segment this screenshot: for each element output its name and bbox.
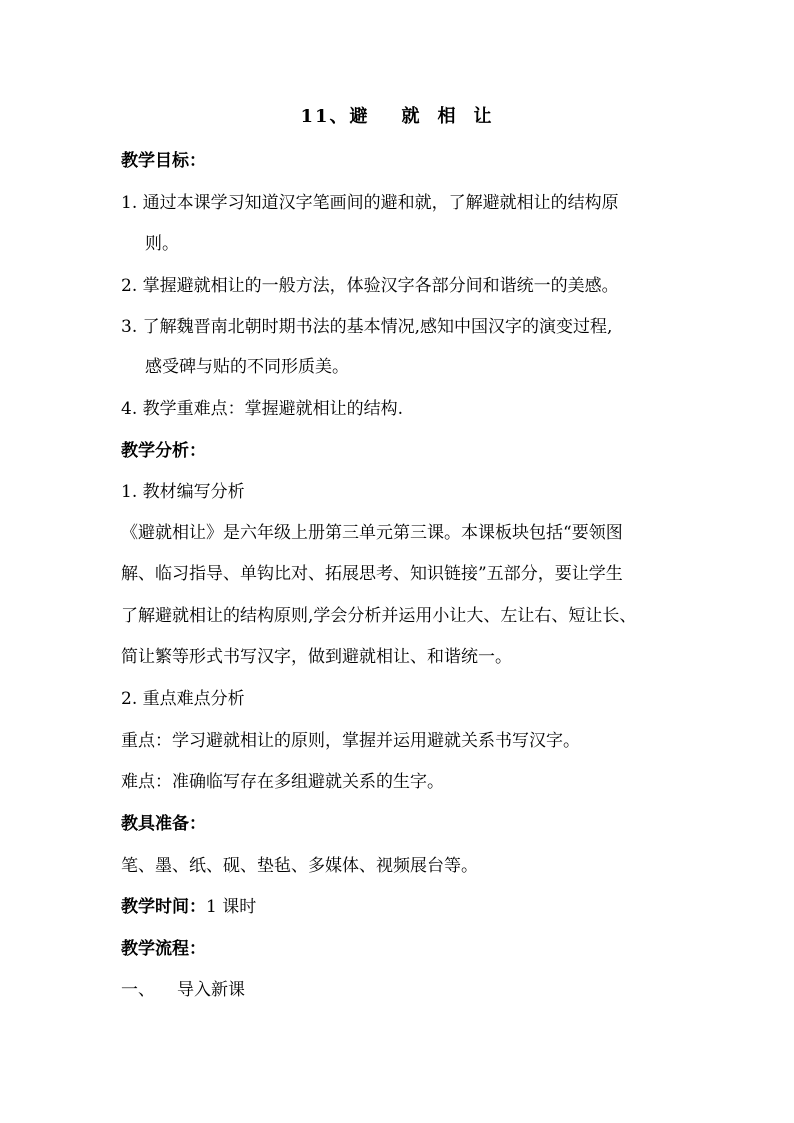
- objective-2: 2. 掌握避就相让的一般方法，体验汉字各部分间和谐统一的美感。: [121, 276, 619, 296]
- tools-heading: 教具准备：: [121, 814, 206, 834]
- process-heading: 教学流程：: [121, 939, 206, 959]
- teaching-time-value: 1 课时: [206, 897, 257, 917]
- analysis-paragraph-line-2: 解、临习指导、单钩比对、拓展思考、知识链接”五部分，要让学生: [121, 564, 623, 584]
- analysis-paragraph-line-4: 简让繁等形式书写汉字，做到避就相让、和谐统一。: [121, 647, 512, 667]
- analysis-paragraph-line-1: 《避就相让》是六年级上册第三单元第三课。本课板块包括“要领图: [121, 523, 623, 543]
- analysis-subheading-2: 2. 重点难点分析: [121, 689, 245, 709]
- title-prefix: 11、避: [300, 106, 370, 127]
- difficulty: 难点：准确临写存在多组避就关系的生字。: [121, 772, 444, 792]
- objective-1-cont: 则。: [145, 234, 179, 254]
- analysis-subheading-1: 1. 教材编写分析: [121, 482, 245, 502]
- process-step-1-text: 导入新课: [177, 980, 245, 1000]
- objectives-heading: 教学目标：: [121, 151, 206, 171]
- key-point: 重点：学习避就相让的原则，掌握并运用避就关系书写汉字。: [121, 731, 580, 751]
- process-step-1-number: 一、: [121, 980, 155, 1000]
- process-step-1: [121, 979, 245, 1001]
- objective-3-cont: 感受碑与贴的不同形质美。: [145, 357, 349, 377]
- title-char-3: 让: [473, 106, 494, 127]
- title-char-2: 相: [437, 106, 458, 127]
- objective-4: 4. 教学重难点：掌握避就相让的结构.: [121, 399, 404, 419]
- teaching-time: [121, 896, 256, 918]
- tools-list: 笔、墨、纸、砚、垫毡、多媒体、视频展台等。: [121, 856, 478, 876]
- document-title: [0, 106, 794, 128]
- teaching-time-label: 教学时间：: [121, 897, 206, 917]
- analysis-heading: 教学分析：: [121, 441, 206, 461]
- objective-1: 1. 通过本课学习知道汉字笔画间的避和就，了解避就相让的结构原: [121, 193, 619, 213]
- analysis-paragraph-line-3: 了解避就相让的结构原则,学会分析并运用小让大、左让右、短让长、: [121, 606, 637, 626]
- title-char-1: 就: [401, 106, 422, 127]
- objective-3: 3. 了解魏晋南北朝时期书法的基本情况,感知中国汉字的演变过程,: [121, 317, 613, 337]
